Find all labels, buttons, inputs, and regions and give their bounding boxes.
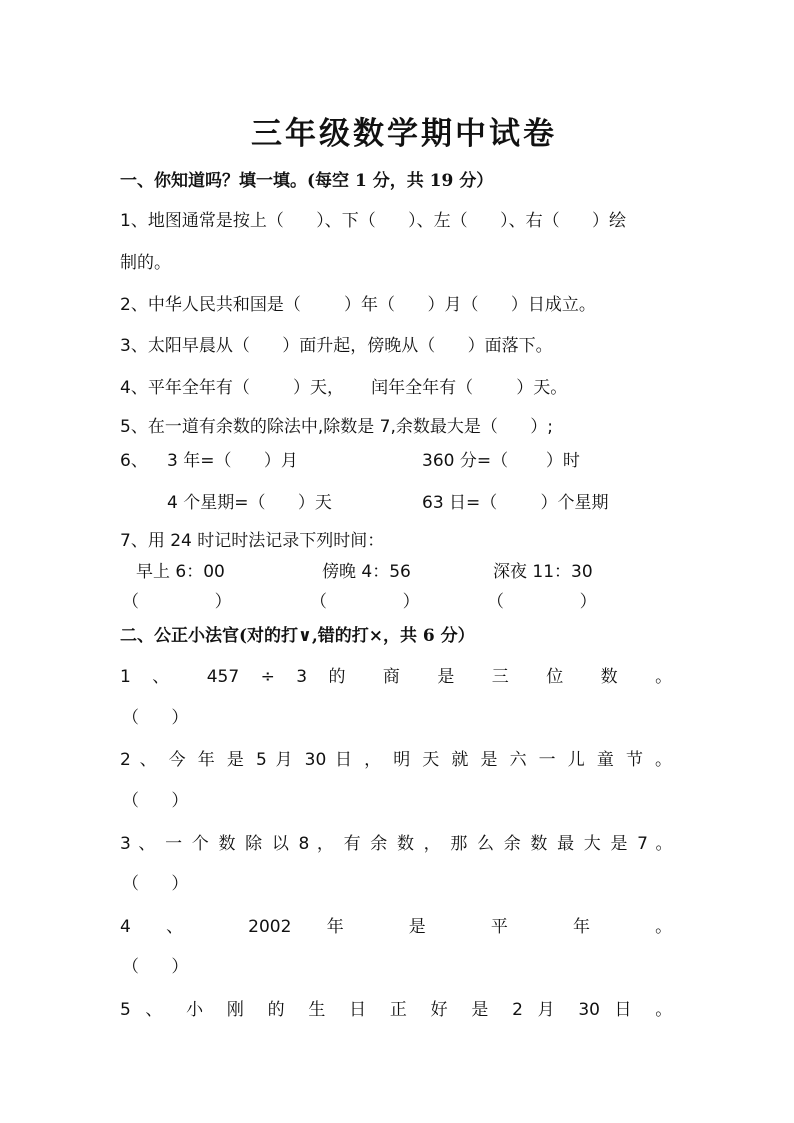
judge-token: 4 [120, 917, 131, 937]
judge-token: 是 [471, 1000, 498, 1020]
judge-token: 明 [393, 750, 414, 770]
judge-token: 除 [245, 834, 265, 854]
judge-token: ÷ [260, 667, 275, 687]
judge-token: 年 [572, 917, 620, 937]
judge-token: 5 [120, 1000, 131, 1020]
judge-token: 30 [578, 1000, 600, 1020]
judge-item-1 [120, 666, 672, 688]
judge-item-5 [120, 999, 672, 1021]
question-6-d: 63 日=（ ）个星期 [422, 493, 609, 513]
judge-token: 日 [614, 1000, 641, 1020]
judge-token: 2002 [248, 917, 292, 937]
judge-token: 是 [480, 750, 501, 770]
judge-token: 位 [546, 667, 580, 687]
question-1-line-1: 1、地图通常是按上（ ）、下（ ）、左（ ）、右（ ）绘 [120, 211, 627, 231]
judge-token: 正 [389, 1000, 417, 1020]
judge-token: 以 [271, 834, 291, 854]
judge-token: 天 [422, 750, 443, 770]
judge-token: 。 [655, 917, 673, 937]
question-4: 4、平年全年有（ ）天， 闰年全年有（ ）天。 [120, 378, 568, 398]
judge-token: 余 [503, 834, 523, 854]
judge-token: 一 [165, 834, 185, 854]
judge-token: 是 [408, 917, 456, 937]
judge-token: 、 [138, 834, 158, 854]
judge-item-3 [120, 833, 672, 855]
judge-token: 三 [491, 667, 525, 687]
judge-token: 2 [512, 1000, 523, 1020]
question-6-a: 3 年=（ ）月 [167, 451, 298, 471]
time-3: 深夜 11：30 [493, 562, 593, 582]
question-6-c: 4 个星期=（ ）天 [167, 493, 332, 513]
judge-token: 个 [191, 834, 211, 854]
judge-token: 。 [655, 1000, 673, 1020]
judge-token: 年 [197, 750, 219, 770]
time-2-blank: （ ） [310, 592, 420, 612]
judge-token: 童 [596, 750, 618, 770]
judge-token: 的 [328, 667, 362, 687]
judge-token: 月 [275, 750, 296, 770]
section-2-heading: 二、公正小法官(对的打∨,错的打×，共 6 分） [120, 626, 475, 646]
question-5: 5、在一道有余数的除法中,除数是 7,余数最大是（ ）; [120, 417, 553, 437]
judge-token: 数 [396, 834, 417, 854]
judge-token: 那 [450, 834, 470, 854]
judge-token: 大 [583, 834, 603, 854]
judge-token: 数 [530, 834, 550, 854]
judge-item-3-blank: （ ） [122, 874, 189, 894]
judge-token: 数 [218, 834, 238, 854]
question-1-line-2: 制的。 [120, 253, 171, 273]
judge-token: 平 [490, 917, 538, 937]
judge-token: 有 [343, 834, 363, 854]
judge-token: 、 [139, 750, 160, 770]
judge-token: 1 [120, 667, 131, 687]
judge-item-1-blank: （ ） [122, 708, 189, 728]
judge-token: 3 [296, 667, 308, 687]
judge-token: 。 [655, 667, 673, 687]
judge-token: ， [316, 834, 337, 854]
judge-token: 是 [610, 834, 630, 854]
judge-token: 3 [120, 834, 131, 854]
judge-token: 日 [335, 750, 356, 770]
judge-token: 7 [637, 834, 648, 854]
judge-token: 2 [120, 750, 131, 770]
judge-token: 好 [430, 1000, 457, 1020]
judge-token: 30 [304, 750, 327, 770]
judge-token: 刚 [226, 1000, 254, 1020]
time-3-blank: （ ） [487, 592, 597, 612]
time-1-blank: （ ） [122, 592, 232, 612]
judge-item-2 [120, 749, 672, 771]
judge-token: 5 [255, 750, 267, 770]
question-3: 3、太阳早晨从（ ）面升起，傍晚从（ ）面落下。 [120, 336, 553, 356]
judge-token: 最 [557, 834, 577, 854]
judge-token: 就 [451, 750, 472, 770]
question-7: 7、用 24 时记时法记录下列时间： [120, 531, 385, 551]
question-2: 2、中华人民共和国是（ ）年（ ）月（ ）日成立。 [120, 295, 596, 315]
judge-token: 数 [600, 667, 634, 687]
judge-token: 、 [152, 667, 186, 687]
judge-token: 。 [655, 834, 673, 854]
judge-token: 节 [625, 750, 647, 770]
judge-token: ， [423, 834, 443, 854]
judge-token: 457 [206, 667, 240, 687]
judge-token: 日 [349, 1000, 376, 1020]
judge-token: 年 [326, 917, 374, 937]
judge-token: 儿 [567, 750, 589, 770]
judge-token: 是 [437, 667, 471, 687]
judge-token: 一 [538, 750, 560, 770]
page-title: 三年级数学期中试卷 [251, 116, 557, 152]
judge-item-2-blank: （ ） [122, 791, 189, 811]
judge-token: 、 [145, 1000, 172, 1020]
judge-token: 、 [166, 917, 213, 937]
judge-token: 余 [370, 834, 390, 854]
judge-item-4 [120, 916, 672, 938]
judge-token: 8 [298, 834, 310, 854]
judge-token: ， [364, 750, 385, 770]
section-1-heading: 一、你知道吗？填一填。(每空 1 分，共 19 分） [120, 171, 494, 191]
time-1: 早上 6：00 [136, 562, 225, 582]
judge-token: 的 [267, 1000, 294, 1020]
judge-token: 。 [655, 750, 673, 770]
question-6-label: 6、 [120, 451, 148, 471]
judge-item-4-blank: （ ） [122, 957, 189, 977]
time-2: 傍晚 4：56 [322, 562, 411, 582]
judge-token: 么 [477, 834, 497, 854]
judge-token: 是 [226, 750, 248, 770]
judge-token: 生 [308, 1000, 335, 1020]
judge-token: 月 [537, 1000, 564, 1020]
judge-token: 六 [509, 750, 530, 770]
question-6-b: 360 分=（ ）时 [422, 451, 580, 471]
judge-token: 商 [382, 667, 416, 687]
judge-token: 小 [186, 1000, 213, 1020]
judge-token: 今 [168, 750, 190, 770]
